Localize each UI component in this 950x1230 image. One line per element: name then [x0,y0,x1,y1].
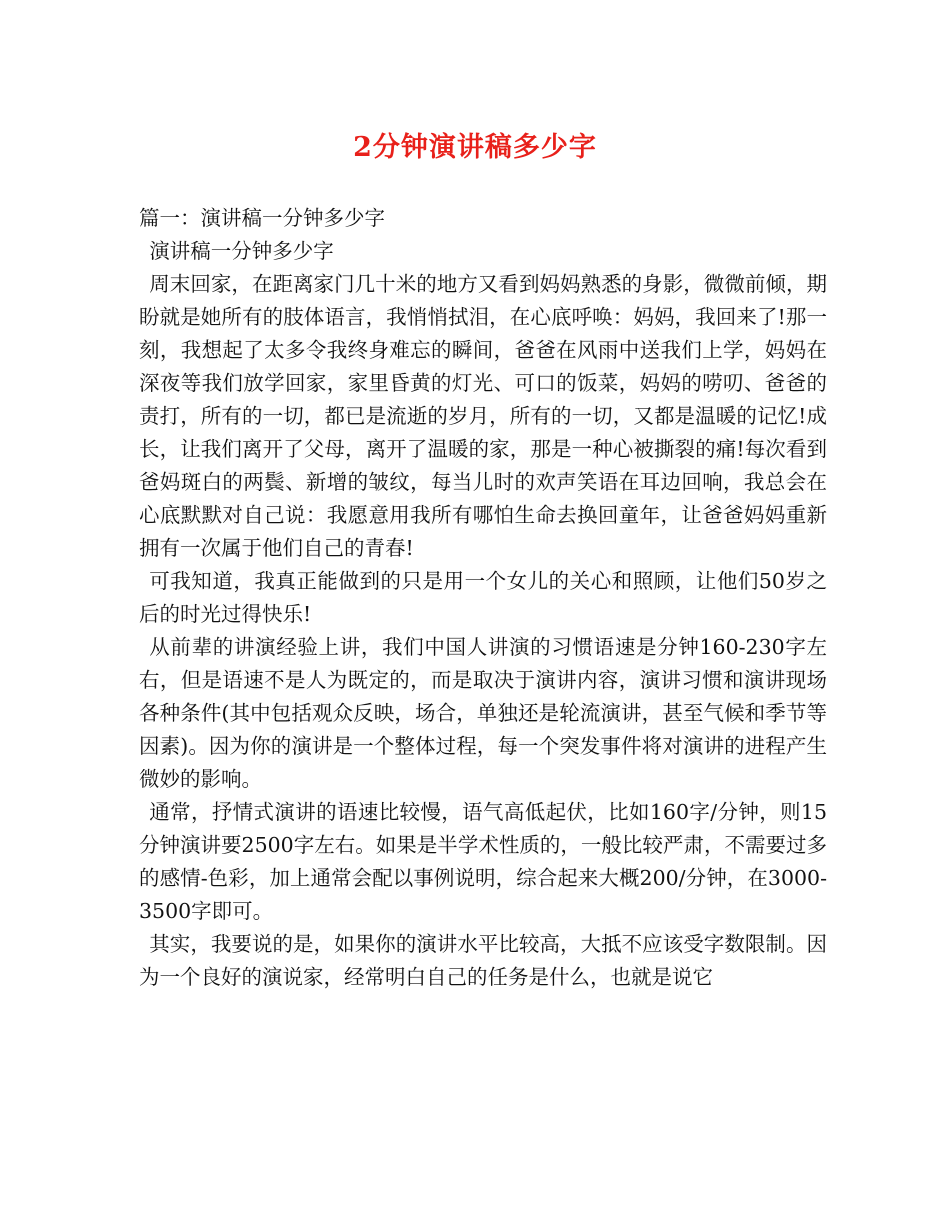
paragraph: 其实，我要说的是，如果你的演讲水平比较高，大抵不应该受字数限制。因为一个良好的演说家，经常明白自己的任务是什么，也就是说它 [139,932,827,989]
paragraph: 通常，抒情式演讲的语速比较慢，语气高低起伏，比如160字/分钟，则15分钟演讲要2500字左右。如果是半学术性质的，一般比较严肃，不需要过多的感情-色彩，加上通常会配以事例说明，综合起来大概200/分钟，在3000-3500字即可。 [139,800,827,923]
paragraph: 可我知道，我真正能做到的只是用一个女儿的关心和照顾，让他们50岁之后的时光过得快乐! [139,569,827,626]
paragraph: 周末回家，在距离家门几十米的地方又看到妈妈熟悉的身影，微微前倾，期盼就是她所有的肢体语言，我悄悄拭泪，在心底呼唤：妈妈，我回来了!那一刻，我想起了太多令我终身难忘的瞬间，爸爸在风雨中送我们上学，妈妈在深夜等我们放学回家，家里昏黄的灯光、可口的饭菜，妈妈的唠叨、爸爸的责打，所有的一切，都已是流逝的岁月，所有的一切，又都是温暖的记忆!成长，让我们离开了父母，离开了温暖的家，那是一种心被撕裂的痛!每次看到爸妈斑白的两鬓、新增的皱纹，每当儿时的欢声笑语在耳边回响，我总会在心底默默对自己说：我愿意用我所有哪怕生命去换回童年，让爸爸妈妈重新拥有一次属于他们自己的青春! [139,272,827,560]
section-heading: 篇一：演讲稿一分钟多少字 [139,206,385,230]
document-title: 2分钟演讲稿多少字 [353,132,597,163]
sub-heading: 演讲稿一分钟多少字 [149,239,334,263]
document-body [139,202,827,994]
paragraph: 从前辈的讲演经验上讲，我们中国人讲演的习惯语速是分钟160-230字左右，但是语速不是人为既定的，而是取决于演讲内容，演讲习惯和演讲现场各种条件(其中包括观众反映，场合，单独还是轮流演讲，甚至气候和季节等因素)。因为你的演讲是一个整体过程，每一个突发事件将对演讲的进程产生微妙的影响。 [139,635,827,791]
